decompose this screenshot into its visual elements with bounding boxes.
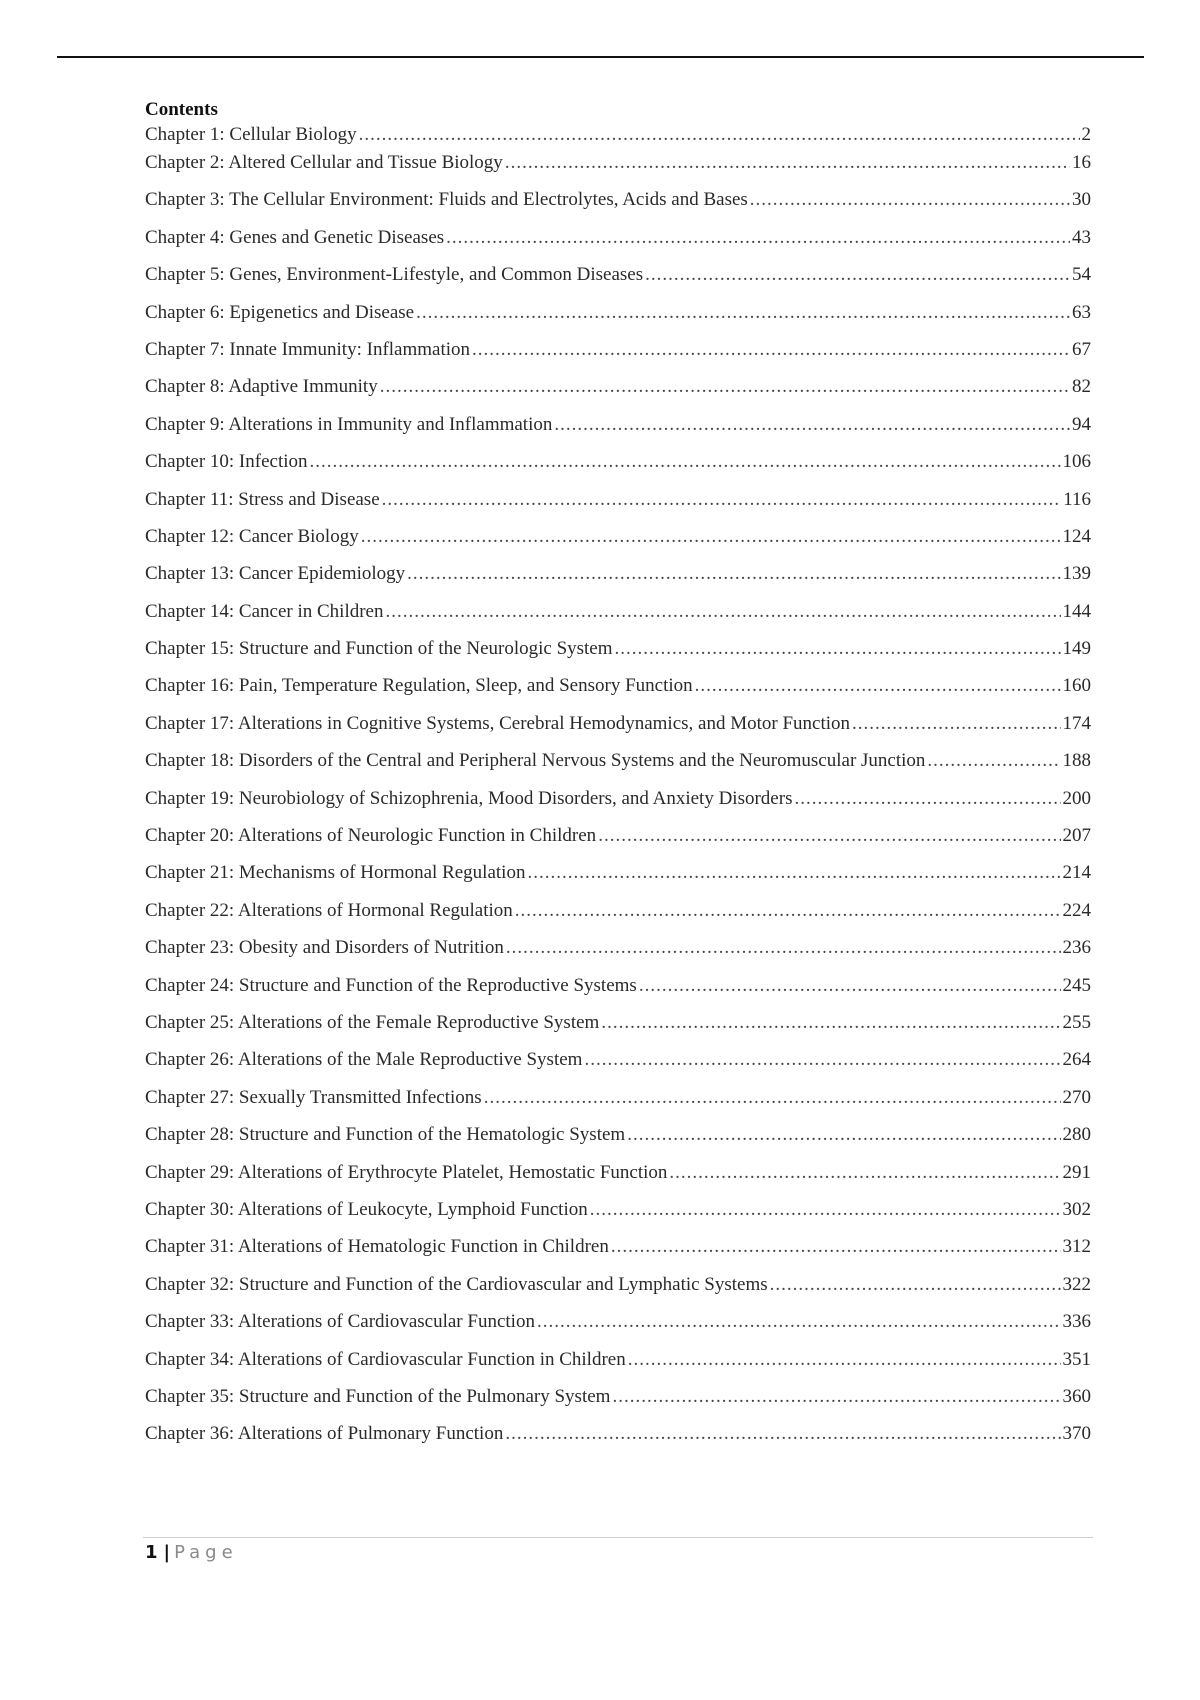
toc-entry[interactable] — [145, 937, 1091, 974]
toc-dot-leader — [590, 1199, 1061, 1221]
toc-entry-page: 174 — [1062, 712, 1091, 734]
toc-entry[interactable] — [145, 1124, 1091, 1161]
toc-entry-title: Chapter 30: Alterations of Leukocyte, Lymphoid Function — [145, 1198, 588, 1220]
toc-entry-title: Chapter 18: Disorders of the Central and Peripheral Nervous Systems and the Neuromuscular Junction — [145, 750, 926, 772]
toc-dot-leader — [794, 788, 1060, 810]
toc-entry-title: Chapter 28: Structure and Function of the Hematologic System — [145, 1124, 626, 1146]
toc-entry-title: Chapter 11: Stress and Disease — [145, 488, 380, 510]
toc-entry-title: Chapter 14: Cancer in Children — [145, 600, 384, 622]
toc-entry-page: 149 — [1062, 638, 1091, 660]
page-footer — [145, 1541, 238, 1565]
toc-dot-leader — [416, 302, 1070, 324]
toc-dot-leader — [615, 638, 1061, 660]
toc-dot-leader — [927, 750, 1060, 772]
toc-entry-title: Chapter 2: Altered Cellular and Tissue Biology — [145, 152, 503, 173]
toc-entry[interactable] — [145, 124, 1091, 152]
toc-entry-page: 63 — [1072, 301, 1091, 323]
toc-dot-leader — [310, 451, 1061, 473]
toc-entry-page: 291 — [1062, 1161, 1091, 1183]
toc-entry-page: 360 — [1062, 1385, 1091, 1407]
toc-entry-title: Chapter 27: Sexually Transmitted Infections — [145, 1086, 482, 1108]
toc-entry-page: 54 — [1072, 264, 1091, 286]
toc-entry-page: 160 — [1062, 675, 1091, 697]
toc-dot-leader — [695, 675, 1061, 697]
toc-dot-leader — [628, 1349, 1061, 1371]
toc-entry-title: Chapter 31: Alterations of Hematologic Function in Children — [145, 1236, 609, 1258]
toc-entry[interactable] — [145, 975, 1091, 1012]
table-of-contents — [145, 96, 1091, 1461]
toc-entry-title: Chapter 5: Genes, Environment-Lifestyle, and Common Diseases — [145, 264, 644, 286]
toc-entry[interactable] — [145, 862, 1091, 899]
toc-entry-page: 312 — [1062, 1236, 1091, 1258]
toc-dot-leader — [380, 376, 1070, 398]
toc-entry-title: Chapter 10: Infection — [145, 451, 308, 473]
toc-entry-title: Chapter 4: Genes and Genetic Diseases — [145, 226, 445, 248]
toc-entry-page: 351 — [1062, 1348, 1091, 1370]
toc-entry-page: 139 — [1062, 563, 1091, 585]
toc-dot-leader — [484, 1087, 1061, 1109]
toc-dot-leader — [515, 900, 1061, 922]
toc-entry[interactable] — [145, 638, 1091, 675]
toc-entry-title: Chapter 29: Alterations of Erythrocyte Platelet, Hemostatic Function — [145, 1161, 668, 1183]
toc-entry[interactable] — [145, 1386, 1091, 1423]
header-rule — [57, 56, 1144, 58]
toc-entry-title: Chapter 36: Alterations of Pulmonary Function — [145, 1423, 504, 1445]
toc-entry-page: 245 — [1062, 974, 1091, 996]
toc-entry-page: 30 — [1072, 189, 1091, 211]
toc-entry[interactable] — [145, 1049, 1091, 1086]
toc-entry[interactable] — [145, 788, 1091, 825]
toc-entry-page: 188 — [1062, 750, 1091, 772]
toc-entry-title: Chapter 24: Structure and Function of the Reproductive Systems — [145, 974, 637, 996]
toc-dot-leader — [852, 713, 1060, 735]
toc-entry-page: 2 — [1081, 124, 1091, 145]
toc-dot-leader — [386, 601, 1061, 623]
toc-dot-leader — [598, 825, 1060, 847]
toc-dot-leader — [446, 227, 1070, 249]
toc-entry-page: 370 — [1062, 1423, 1091, 1445]
toc-dot-leader — [645, 264, 1070, 286]
toc-entry-page: 255 — [1062, 1011, 1091, 1033]
toc-dot-leader — [382, 489, 1062, 511]
toc-entry-title: Chapter 23: Obesity and Disorders of Nutrition — [145, 937, 504, 959]
toc-entry[interactable] — [145, 302, 1091, 339]
toc-dot-leader — [669, 1162, 1060, 1184]
toc-entry[interactable] — [145, 227, 1091, 264]
toc-entry-title: Chapter 16: Pain, Temperature Regulation, Sleep, and Sensory Function — [145, 675, 693, 697]
toc-entry[interactable] — [145, 750, 1091, 787]
toc-entry-title: Chapter 32: Structure and Function of the Cardiovascular and Lymphatic Systems — [145, 1273, 768, 1295]
toc-dot-leader — [472, 339, 1070, 361]
toc-entry[interactable] — [145, 825, 1091, 862]
toc-entry-page: 336 — [1062, 1311, 1091, 1333]
toc-entry-page: 16 — [1072, 152, 1091, 173]
toc-dot-leader — [627, 1124, 1060, 1146]
toc-entry[interactable] — [145, 339, 1091, 376]
toc-entry-page: 270 — [1062, 1086, 1091, 1108]
toc-entry[interactable] — [145, 376, 1091, 413]
toc-entry[interactable] — [145, 675, 1091, 712]
toc-entry-page: 124 — [1062, 525, 1091, 547]
toc-entry-title: Chapter 34: Alterations of Cardiovascular Function in Children — [145, 1348, 626, 1370]
toc-entry-title: Chapter 17: Alterations in Cognitive Systems, Cerebral Hemodynamics, and Motor Function — [145, 712, 851, 734]
toc-list — [145, 124, 1091, 1461]
toc-entry[interactable] — [145, 1087, 1091, 1124]
toc-entry[interactable] — [145, 414, 1091, 451]
toc-entry-page: 264 — [1062, 1049, 1091, 1071]
toc-entry[interactable] — [145, 1349, 1091, 1386]
toc-entry-title: Chapter 13: Cancer Epidemiology — [145, 563, 406, 585]
toc-entry-title: Chapter 21: Mechanisms of Hormonal Regulation — [145, 862, 526, 884]
toc-entry-page: 207 — [1062, 825, 1091, 847]
toc-dot-leader — [612, 1386, 1060, 1408]
toc-dot-leader — [750, 189, 1070, 211]
toc-entry-title: Chapter 33: Alterations of Cardiovascular Function — [145, 1311, 535, 1333]
toc-dot-leader — [611, 1236, 1061, 1258]
toc-entry-page: 106 — [1062, 451, 1091, 473]
toc-entry-title: Chapter 20: Alterations of Neurologic Function in Children — [145, 825, 597, 847]
toc-entry-title: Chapter 19: Neurobiology of Schizophrenia, Mood Disorders, and Anxiety Disorders — [145, 787, 793, 809]
toc-dot-leader — [407, 563, 1060, 585]
toc-dot-leader — [639, 975, 1061, 997]
toc-dot-leader — [505, 152, 1070, 174]
toc-entry-page: 302 — [1062, 1198, 1091, 1220]
toc-entry-page: 214 — [1062, 862, 1091, 884]
toc-entry[interactable] — [145, 1236, 1091, 1273]
toc-dot-leader — [361, 526, 1061, 548]
toc-entry-title: Chapter 8: Adaptive Immunity — [145, 376, 378, 398]
toc-entry[interactable] — [145, 713, 1091, 750]
toc-entry-title: Chapter 3: The Cellular Environment: Fluids and Electrolytes, Acids and Bases — [145, 189, 748, 211]
toc-entry[interactable] — [145, 189, 1091, 226]
toc-entry[interactable] — [145, 601, 1091, 638]
toc-entry[interactable] — [145, 152, 1091, 189]
toc-entry-page: 94 — [1072, 413, 1091, 435]
footer-rule — [143, 1537, 1093, 1538]
toc-entry-title: Chapter 15: Structure and Function of the Neurologic System — [145, 638, 613, 660]
toc-entry-page: 82 — [1072, 376, 1091, 398]
toc-dot-leader — [537, 1311, 1061, 1333]
toc-entry-page: 43 — [1072, 226, 1091, 248]
toc-entry-page: 236 — [1062, 937, 1091, 959]
toc-entry-page: 322 — [1062, 1273, 1091, 1295]
toc-entry-title: Chapter 25: Alterations of the Female Reproductive System — [145, 1011, 600, 1033]
toc-entry-page: 116 — [1063, 488, 1091, 510]
toc-entry-page: 224 — [1062, 899, 1091, 921]
toc-entry-page: 144 — [1062, 600, 1091, 622]
toc-dot-leader — [770, 1274, 1061, 1296]
toc-entry-title: Chapter 9: Alterations in Immunity and Inflammation — [145, 413, 553, 435]
toc-entry[interactable] — [145, 1311, 1091, 1348]
toc-entry-title: Chapter 26: Alterations of the Male Reproductive System — [145, 1049, 583, 1071]
toc-entry[interactable] — [145, 1012, 1091, 1049]
toc-entry[interactable] — [145, 451, 1091, 488]
toc-dot-leader — [554, 414, 1070, 436]
toc-entry[interactable] — [145, 1199, 1091, 1236]
toc-entry[interactable] — [145, 563, 1091, 600]
page-number: 1 — [145, 1542, 158, 1563]
footer-separator: | — [163, 1542, 171, 1563]
toc-dot-leader — [527, 862, 1060, 884]
toc-dot-leader — [359, 124, 1080, 146]
contents-heading: Contents — [145, 99, 218, 120]
toc-entry[interactable] — [145, 1162, 1091, 1199]
toc-entry-title: Chapter 1: Cellular Biology — [145, 124, 357, 145]
toc-entry-page: 280 — [1062, 1124, 1091, 1146]
toc-entry[interactable] — [145, 1423, 1091, 1460]
toc-dot-leader — [584, 1049, 1060, 1071]
toc-entry[interactable] — [145, 526, 1091, 563]
toc-entry[interactable] — [145, 264, 1091, 301]
toc-entry-title: Chapter 35: Structure and Function of the Pulmonary System — [145, 1385, 611, 1407]
toc-entry-title: Chapter 6: Epigenetics and Disease — [145, 301, 415, 323]
toc-dot-leader — [505, 1423, 1060, 1445]
toc-entry-title: Chapter 22: Alterations of Hormonal Regulation — [145, 899, 513, 921]
toc-dot-leader — [506, 937, 1061, 959]
page-label: Page — [174, 1542, 238, 1563]
toc-entry[interactable] — [145, 1274, 1091, 1311]
toc-entry[interactable] — [145, 900, 1091, 937]
toc-entry-page: 67 — [1072, 338, 1091, 360]
toc-entry-page: 200 — [1062, 787, 1091, 809]
toc-entry-title: Chapter 12: Cancer Biology — [145, 525, 359, 547]
toc-entry[interactable] — [145, 489, 1091, 526]
toc-entry-title: Chapter 7: Innate Immunity: Inflammation — [145, 338, 471, 360]
toc-dot-leader — [601, 1012, 1060, 1034]
